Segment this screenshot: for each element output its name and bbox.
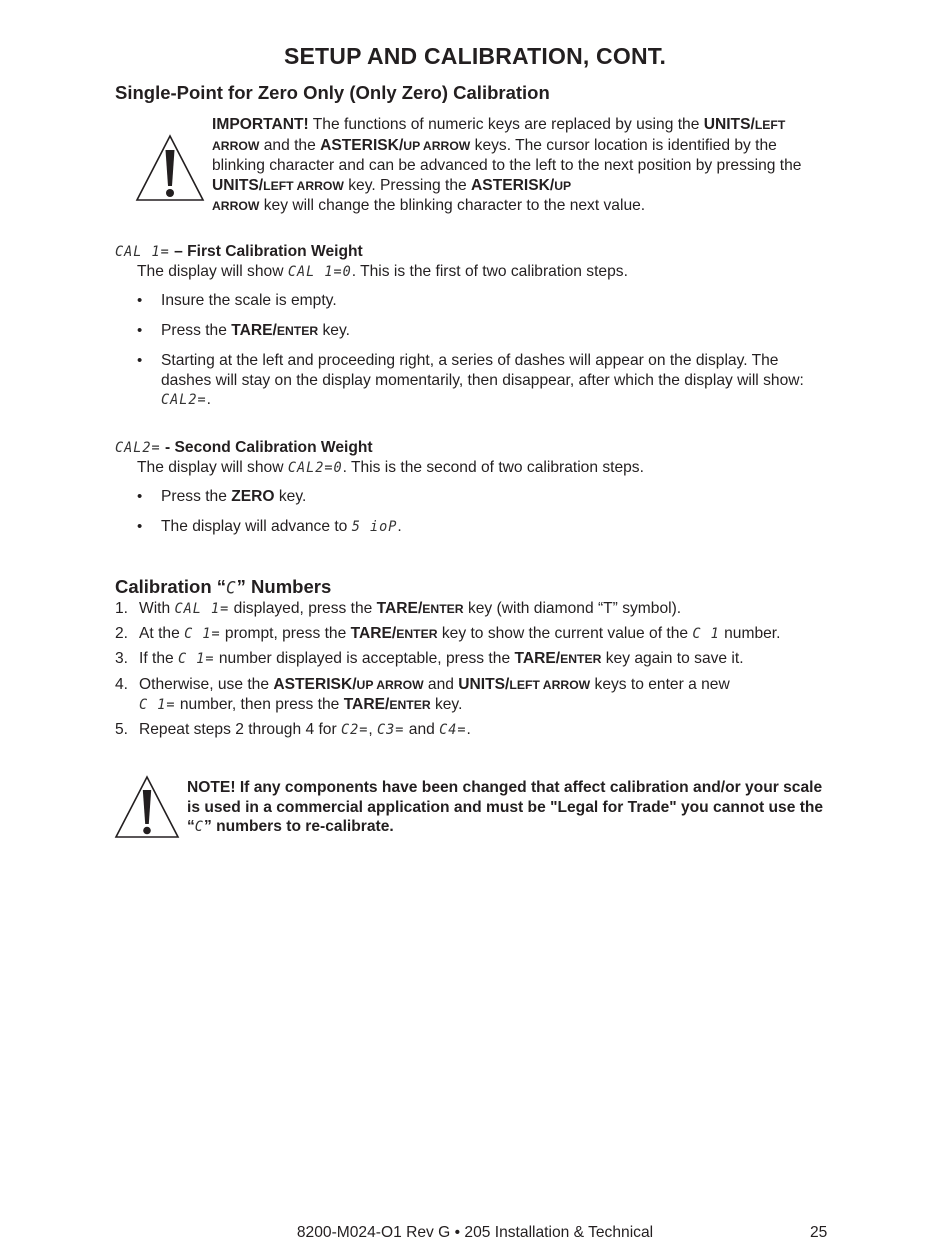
warning-triangle-icon bbox=[114, 775, 180, 839]
list-item: 1. With CAL 1= displayed, press the TARE/ENTER key (with diamond “T” symbol). bbox=[115, 599, 845, 620]
list-item: • Insure the scale is empty. bbox=[137, 291, 827, 311]
cal1-bullet-list bbox=[137, 291, 827, 421]
lcd-display-text: CAL 1= bbox=[174, 600, 230, 618]
list-item: 5. Repeat steps 2 through 4 for C2=, C3= and C4=. bbox=[115, 720, 845, 741]
list-item: • Starting at the left and proceeding right, a series of dashes will appear on the display. The dashes will stay on the display momentarily, then disappear, after which the display will show: CAL2=. bbox=[137, 351, 827, 411]
page-title: SETUP AND CALIBRATION, CONT. bbox=[283, 43, 667, 69]
cal2-heading: CAL2= - Second Calibration Weight bbox=[115, 439, 373, 457]
page-number: 25 bbox=[810, 1224, 828, 1241]
legal-for-trade-note: NOTE! If any components have been changed that affect calibration and/or your scale is used in a commercial application and must be "Legal for Trade" you cannot use the “C” numbers to re-calibrate. bbox=[187, 778, 827, 838]
lcd-display-text: C bbox=[226, 577, 237, 598]
list-item: 4. Otherwise, use the ASTERISK/UP ARROW and UNITS/LEFT ARROW keys to enter a new C 1= number, then press the TARE/ENTER key. bbox=[115, 675, 845, 716]
list-item: • Press the ZERO key. bbox=[137, 487, 827, 507]
section-title-zero-calibration: Single-Point for Zero Only (Only Zero) Calibration bbox=[115, 82, 550, 103]
cal1-intro: The display will show CAL 1=0. This is the first of two calibration steps. bbox=[137, 262, 628, 283]
lcd-display-text: C4= bbox=[439, 721, 467, 739]
list-item: • The display will advance to 5 ioP. bbox=[137, 517, 827, 538]
important-note: IMPORTANT! The functions of numeric keys are replaced by using the UNITS/LEFT ARROW and the ASTERISK/UP ARROW keys. The cursor location is identified by the blinking character and can be advanced to the left to the next position by pressing the UNITS/LEFT ARROW key. Pressing the ASTERISK/UP ARROW key will change the blinking character to the next value. bbox=[212, 116, 802, 215]
list-item: 2. At the C 1= prompt, press the TARE/ENTER key to show the current value of the C 1 number. bbox=[115, 624, 845, 645]
important-label: IMPORTANT! bbox=[212, 116, 309, 133]
cal2-intro: The display will show CAL2=0. This is the second of two calibration steps. bbox=[137, 458, 644, 479]
cal2-bullet-list bbox=[137, 487, 827, 547]
lcd-display-text: CAL 1=0 bbox=[287, 263, 352, 281]
lcd-display-text: CAL2= bbox=[161, 391, 207, 409]
section-title-c-numbers: Calibration “C” Numbers bbox=[115, 576, 332, 598]
list-item: 3. If the C 1= number displayed is acceptable, press the TARE/ENTER key again to save it. bbox=[115, 649, 845, 670]
c-numbers-steps bbox=[115, 599, 845, 746]
lcd-display-text: CAL2= bbox=[115, 439, 161, 457]
warning-triangle-icon bbox=[135, 134, 205, 202]
footer-document-id: 8200-M024-O1 Rev G • 205 Installation & Technical bbox=[296, 1224, 654, 1241]
lcd-display-text: 5 ioP bbox=[351, 518, 398, 535]
lcd-display-text: C 1= bbox=[139, 696, 176, 714]
cal1-heading: CAL 1= – First Calibration Weight bbox=[115, 243, 363, 261]
lcd-display-text: C2= bbox=[340, 721, 369, 739]
list-item: • Press the TARE/ENTER key. bbox=[137, 321, 827, 342]
lcd-display-text: C bbox=[194, 818, 204, 836]
lcd-display-text: CAL2=0 bbox=[287, 459, 343, 477]
lcd-display-text: C 1= bbox=[184, 625, 221, 643]
lcd-display-text: CAL 1= bbox=[115, 243, 170, 261]
lcd-display-text: C 1 bbox=[692, 625, 720, 643]
lcd-display-text: C3= bbox=[377, 721, 405, 739]
lcd-display-text: C 1= bbox=[178, 650, 215, 668]
